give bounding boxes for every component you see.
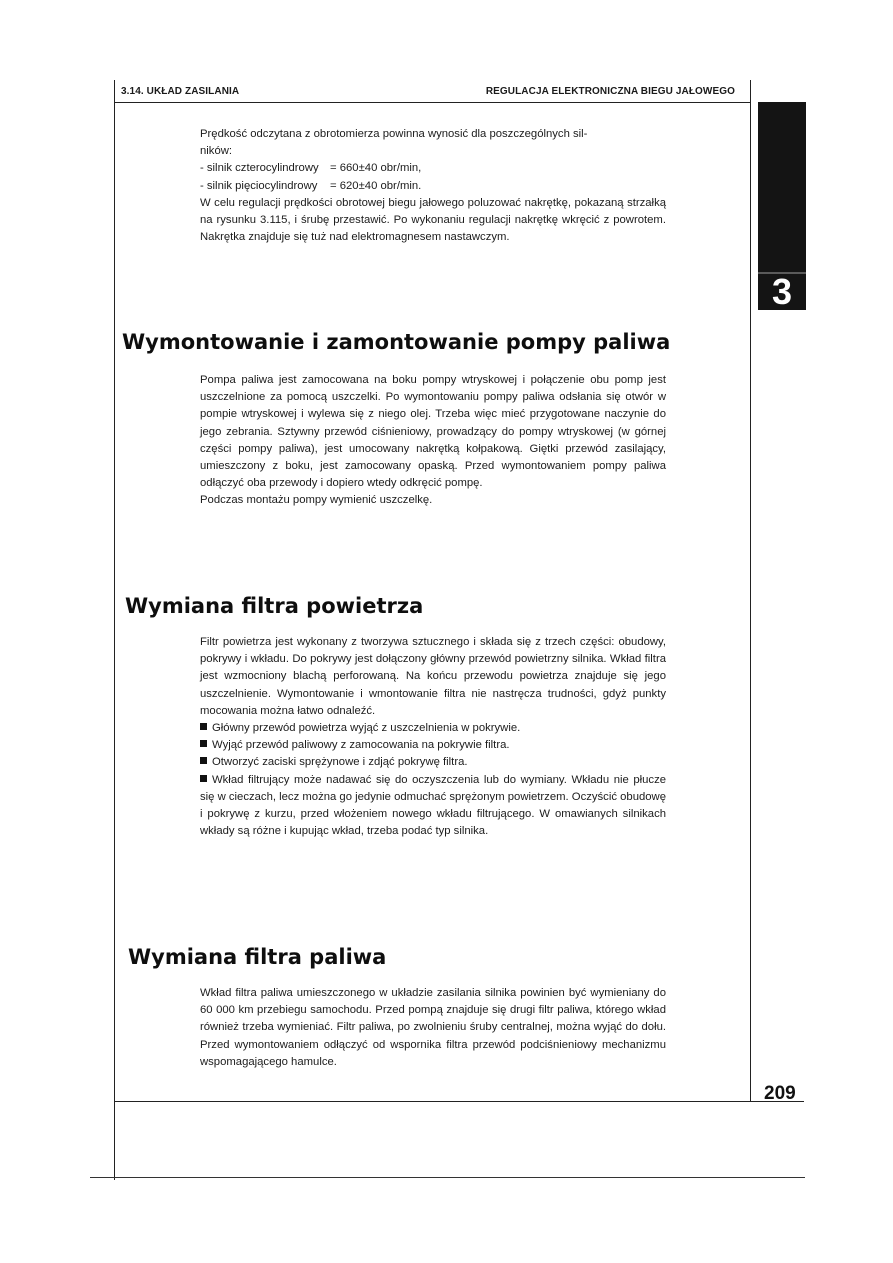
fuel-pump-block — [200, 372, 666, 510]
running-header-topic: REGULACJA ELEKTRONICZNA BIEGU JAŁOWEGO — [485, 86, 735, 97]
spec-four-cylinder-value: = 660±40 obr/min, — [330, 162, 422, 175]
air-filter-step-4-text: Wkład filtrujący może nadawać się do oczyszczenia lub do wymiany. Wkładu nie płucze się w cieczach, lecz można go jedynie odmuchać sprężonym powietrzem. Oczyścić obudowę i pokrywę z kurzu, przed włożeniem nowego wkładu filtrującego. W omawianych silnikach wkłady są różne i kupując wkład, trzeba podać typ silnika. — [200, 773, 666, 838]
intro-line-1: Prędkość odczytana z obrotomierza powinna wynosić dla poszczególnych sil- — [200, 128, 588, 140]
air-filter-step-3 — [200, 754, 666, 771]
air-filter-step-3-text: Otworzyć zaciski sprężynowe i zdjąć pokrywę filtra. — [212, 756, 468, 769]
fuel-filter-block — [200, 985, 666, 1071]
frame-left-rule — [114, 80, 115, 1180]
bullet-square-icon — [200, 723, 207, 730]
heading-fuel-pump: Wymontowanie i zamontowanie pompy paliwa — [122, 330, 671, 354]
heading-fuel-filter: Wymiana filtra paliwa — [128, 945, 387, 969]
bottom-rule — [114, 1101, 804, 1102]
spec-five-cylinder-label: - silnik pięciocylindrowy — [200, 179, 318, 192]
frame-right-rule — [750, 80, 751, 1102]
intro-block — [200, 126, 666, 246]
bullet-square-icon — [200, 775, 207, 782]
air-filter-step-2-text: Wyjąć przewód paliwowy z zamocowania na pokrywie filtra. — [212, 739, 510, 752]
air-filter-paragraph: Filtr powietrza jest wykonany z tworzywa sztucznego i składa się z trzech części: obudowy, pokrywy i wkładu. Do pokrywy jest dołączony główny przewód powietrzny silnika. Wkład filtra jest wzmocniony blachą perforowaną. Na końcu przewodu powietrza znajduje się jego uszczelnienie. Wymontowanie i wmontowanie filtra nie nastręcza trudności, gdyż punkty mocowania można łatwo odnaleźć. — [200, 636, 666, 717]
footer-rule — [90, 1177, 805, 1178]
spec-four-cylinder — [200, 160, 666, 177]
heading-air-filter: Wymiana filtra powietrza — [125, 594, 424, 618]
air-filter-block — [200, 634, 666, 840]
fuel-filter-paragraph: Wkład filtra paliwa umieszczonego w układzie zasilania silnika powinien być wymieniany do 60 000 km przebiegu samochodu. Przed pompą znajduje się drugi filtr paliwa, którego wkład również trzeba wymieniać. Filtr paliwa, po zwolnieniu śruby centralnej, można wyjąć do dołu. Przed wymontowaniem odłączyć od wspornika filtra przewód podciśnieniowy mechanizmu wspomagającego hamulce. — [200, 987, 666, 1068]
intro-paragraph: W celu regulacji prędkości obrotowej biegu jałowego poluzować nakrętkę, pokazaną strzałką na rysunku 3.115, i śrubę przestawić. Po wykonaniu regulacji nakrętkę wkręcić z powrotem. Nakrętka znajduje się tuż nad elektromagnesem nastawczym. — [200, 196, 666, 244]
chapter-tab-number: 3 — [771, 271, 793, 312]
air-filter-step-4 — [200, 772, 666, 841]
air-filter-step-1-text: Główny przewód powietrza wyjąć z uszczelnienia w pokrywie. — [212, 722, 521, 735]
air-filter-step-1 — [200, 720, 666, 737]
fuel-pump-note: Podczas montażu pompy wymienić uszczelkę. — [200, 494, 433, 507]
header-rule — [114, 102, 751, 103]
intro-line-2: ników: — [200, 145, 233, 158]
running-header-section: 3.14. UKŁAD ZASILANIA — [121, 86, 240, 97]
page-number: 209 — [764, 1083, 796, 1104]
bullet-square-icon — [200, 740, 207, 747]
air-filter-step-2 — [200, 737, 666, 754]
bullet-square-icon — [200, 757, 207, 764]
fuel-pump-paragraph: Pompa paliwa jest zamocowana na boku pompy wtryskowej i połączenie obu pomp jest uszczelnione za pomocą uszczelki. Po wymontowaniu pompy paliwa odsłania się otwór w pompie wtryskowej i wylewa się z niego olej. Trzeba więc mieć przygotowane naczynie do jego zebrania. Sztywny przewód ciśnieniowy, prowadzący do pompy wtryskowej (w górnej części pompy paliwa), jest umocowany nakrętką kołpakową. Giętki przewód zasilający, umieszczony z boku, jest zamocowany opaską. Przed wymontowaniem pompy paliwa odłączyć oba przewody i dopiero wtedy odkręcić pompę. — [200, 374, 666, 490]
chapter-tab — [758, 102, 806, 310]
spec-five-cylinder-value: = 620±40 obr/min. — [330, 179, 422, 192]
spec-five-cylinder — [200, 178, 666, 195]
spec-four-cylinder-label: - silnik czterocylindrowy — [200, 162, 319, 175]
